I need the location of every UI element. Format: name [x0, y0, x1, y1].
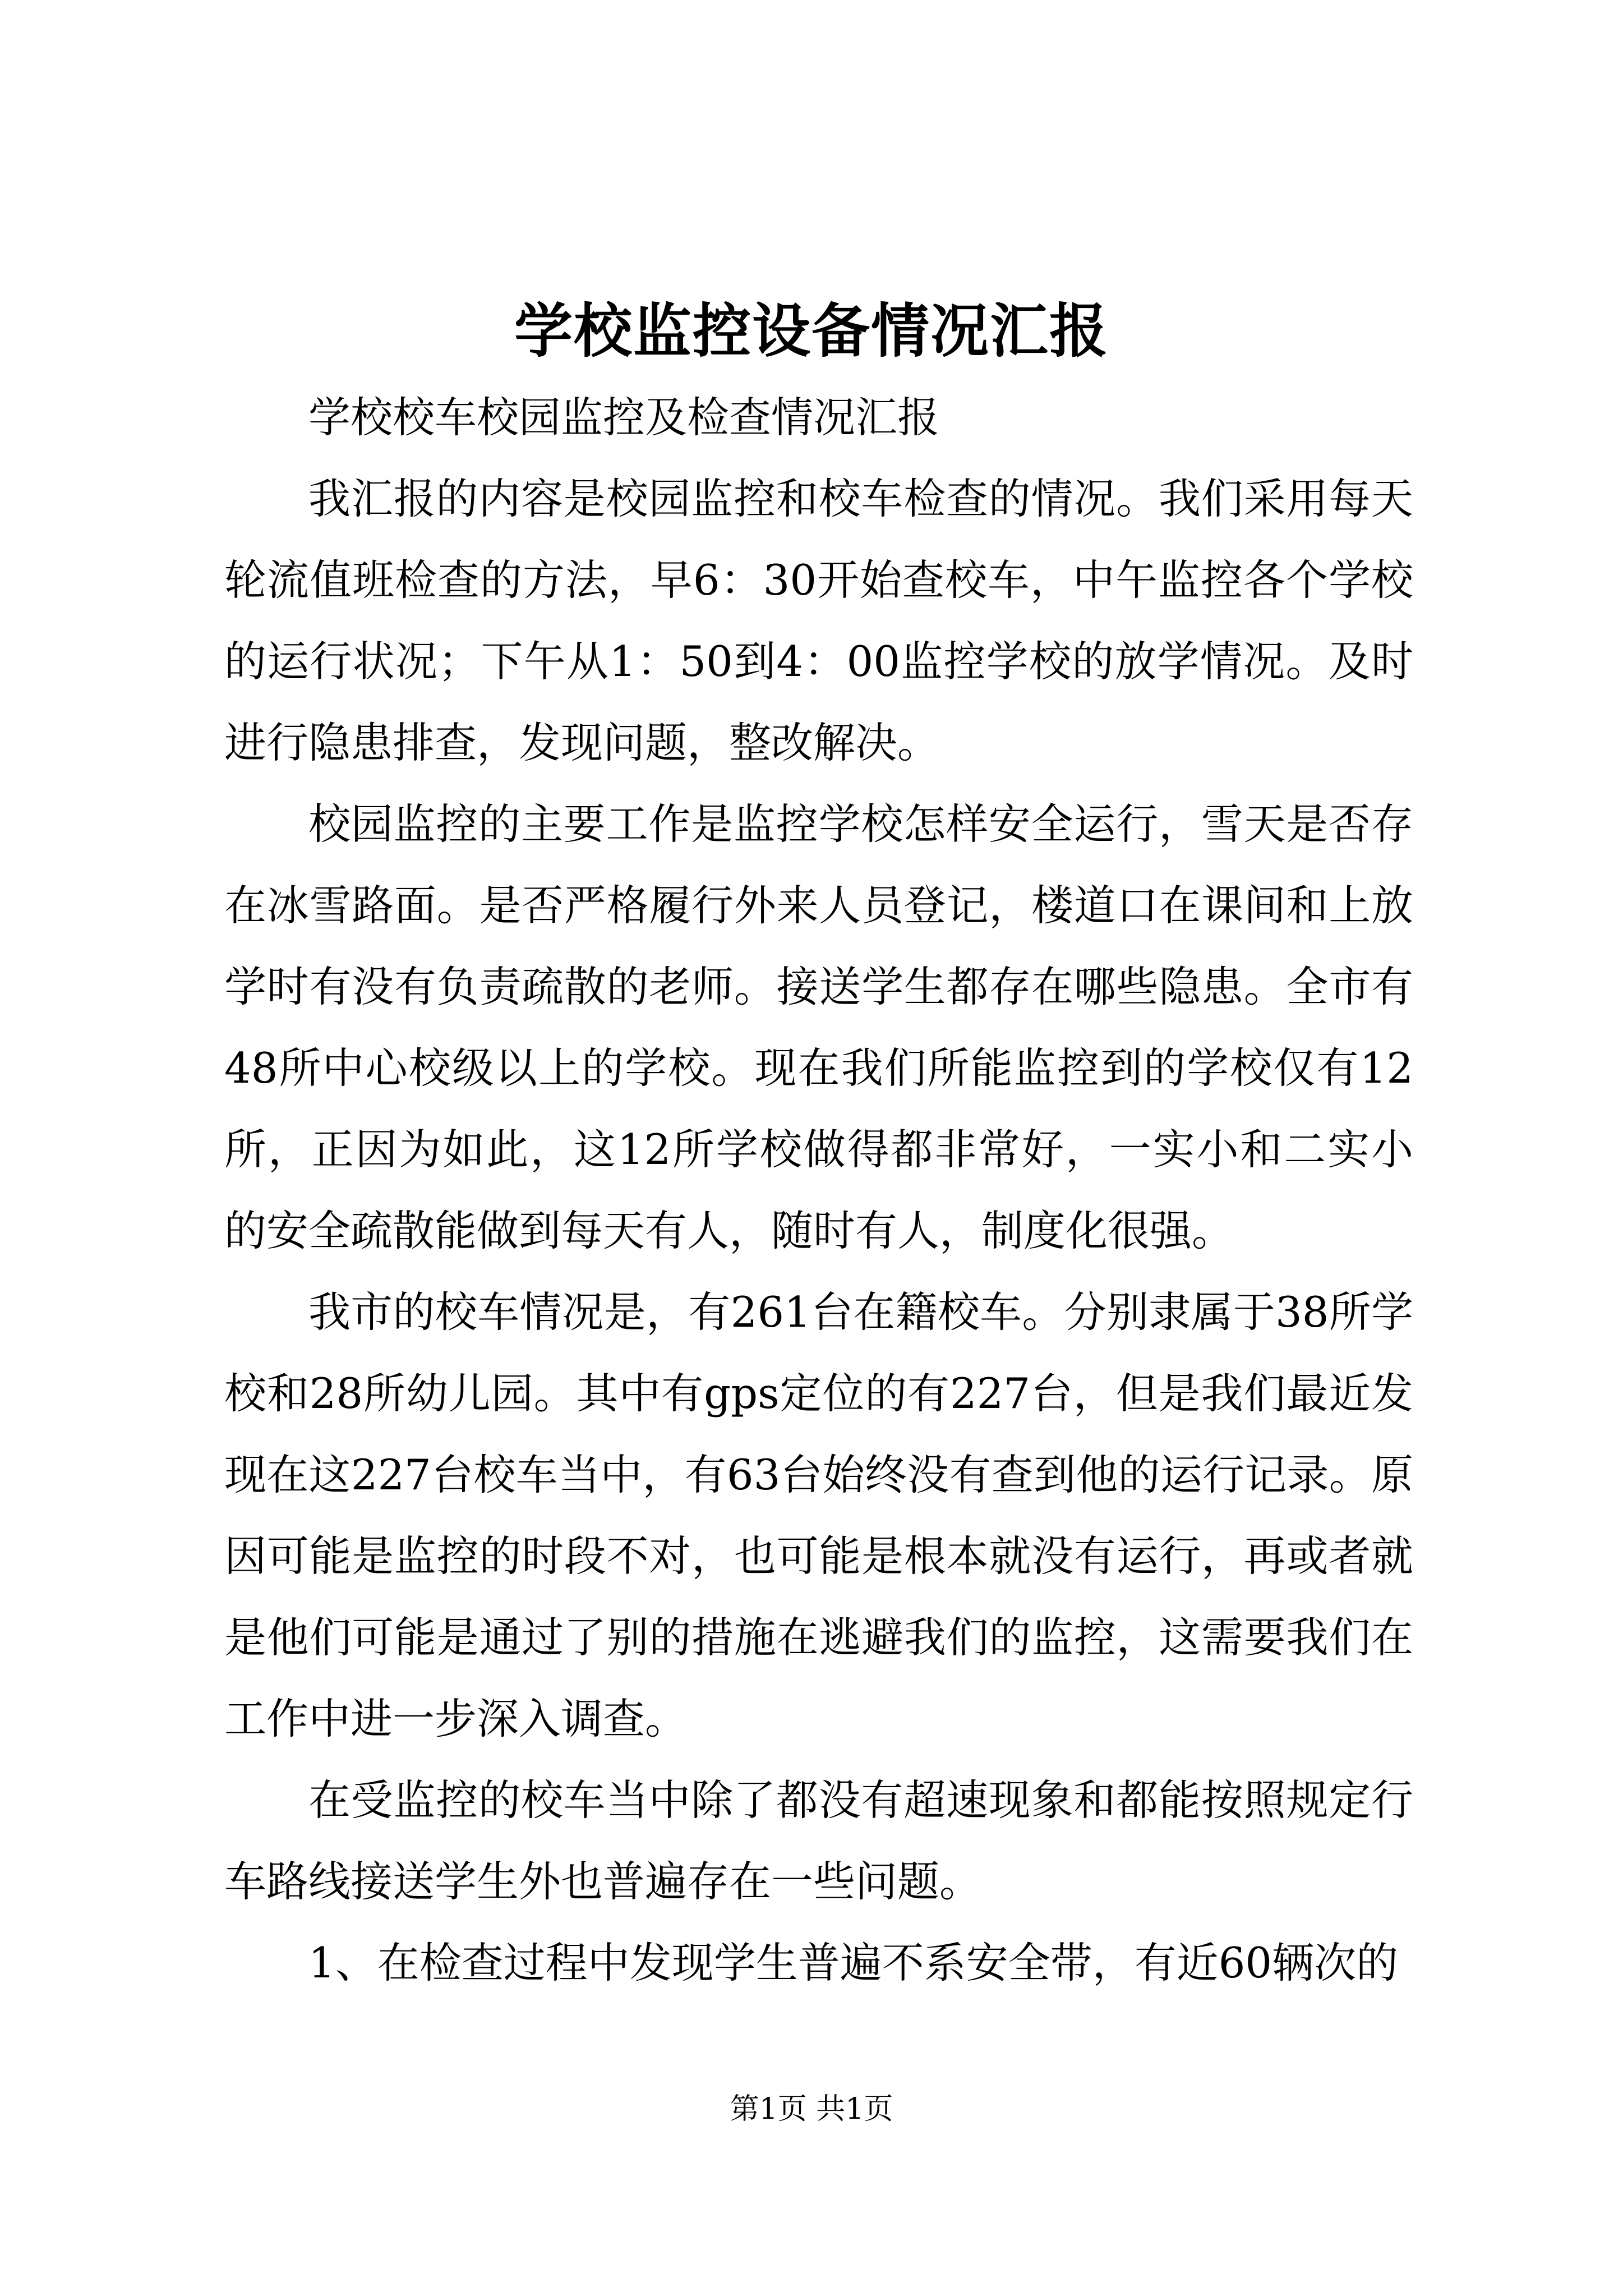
body-paragraph: 1、在检查过程中发现学生普遍不系安全带，有近60辆次的	[308, 1938, 1399, 1987]
page-footer: 第1页 共1页	[730, 2092, 893, 2126]
subtitle-paragraph: 学校校车校园监控及检查情况汇报	[308, 393, 940, 442]
document-body	[224, 377, 1413, 2004]
body-paragraph: 在受监控的校车当中除了都没有超速现象和都能按照规定行车路线接送学生外也普遍存在一些问题。	[224, 1775, 1413, 1906]
body-paragraph: 我汇报的内容是校园监控和校车检查的情况。我们采用每天轮流值班检查的方法，早6：30开始查校车，中午监控各个学校的运行状况；下午从1：50到4：00监控学校的放学情况。及时进行隐患排查，发现问题，整改解决。	[224, 474, 1413, 767]
document-title: 学校监控设备情况汇报	[514, 296, 1109, 365]
body-paragraph: 校园监控的主要工作是监控学校怎样安全运行，雪天是否存在冰雪路面。是否严格履行外来人员登记，楼道口在课间和上放学时有没有负责疏散的老师。接送学生都存在哪些隐患。全市有48所中心校级以上的学校。现在我们所能监控到的学校仅有12所，正因为如此，这12所学校做得都非常好，一实小和二实小的安全疏散能做到每天有人，随时有人，制度化很强。	[224, 799, 1413, 1255]
body-paragraph: 我市的校车情况是，有261台在籍校车。分别隶属于38所学校和28所幼儿园。其中有gps定位的有227台，但是我们最近发现在这227台校车当中，有63台始终没有查到他的运行记录。原因可能是监控的时段不对，也可能是根本就没有运行，再或者就是他们可能是通过了别的措施在逃避我们的监控，这需要我们在工作中进一步深入调查。	[224, 1287, 1413, 1743]
